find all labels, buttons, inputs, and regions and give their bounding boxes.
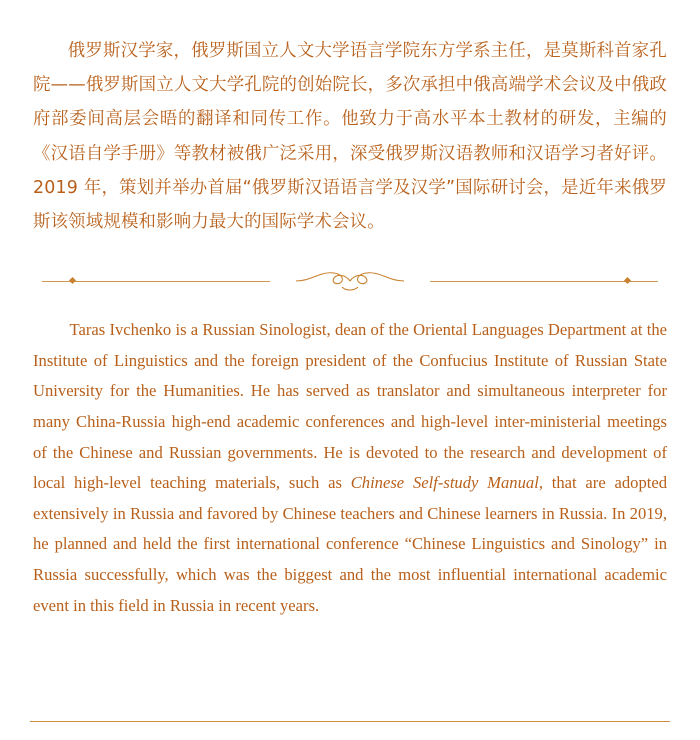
divider-rule-left: [42, 281, 270, 282]
divider-diamond-right-icon: [624, 277, 631, 284]
section-divider: [30, 261, 670, 301]
chinese-biography-paragraph: 俄罗斯汉学家，俄罗斯国立人文大学语言学院东方学系主任，是莫斯科首家孔院——俄罗斯国立人文大学孔院的创始院长，多次承担中俄高端学术会议及中俄政府部委间高层会晤的翻译和同传工作。他致力于高水平本土教材的研发，主编的《汉语自学手册》等教材被俄广泛采用，深受俄罗斯汉语教师和汉语学习者好评。2019 年，策划并举办首届“俄罗斯汉语语言学及汉学”国际研讨会，是近年来俄罗斯该领域规模和影响力最大的国际学术会议。: [33, 41, 667, 233]
divider-rule-right: [430, 281, 658, 282]
divider-diamond-left-icon: [69, 277, 76, 284]
english-text-part-2: , that are adopted extensively in Russia and favored by Chinese teachers and Chinese learners in Russia. In 2019, he planned and held the first international conference “Chinese Linguistics and Sinology” in Russia successfully, which was the biggest and the most influential international academic event in this field in Russia in recent years.: [33, 473, 668, 615]
english-text-part-1: Taras Ivchenko is a Russian Sinologist, dean of the Oriental Languages Department at the Institute of Linguistics and the foreign president of the Confucius Institute of Russian State University for the Humanities. He has served as translator and simultaneous interpreter for many China-Russia high-end academic conferences and high-level inter-ministerial meetings of the Chinese and Russian governments. He is devoted to the research and development of local high-level teaching materials, such as: [33, 320, 667, 493]
footer-rule: [30, 721, 670, 722]
english-biography-paragraph: [30, 315, 670, 621]
english-book-title: Chinese Self-study Manual: [350, 473, 539, 493]
divider-flourish-icon: [290, 261, 410, 301]
